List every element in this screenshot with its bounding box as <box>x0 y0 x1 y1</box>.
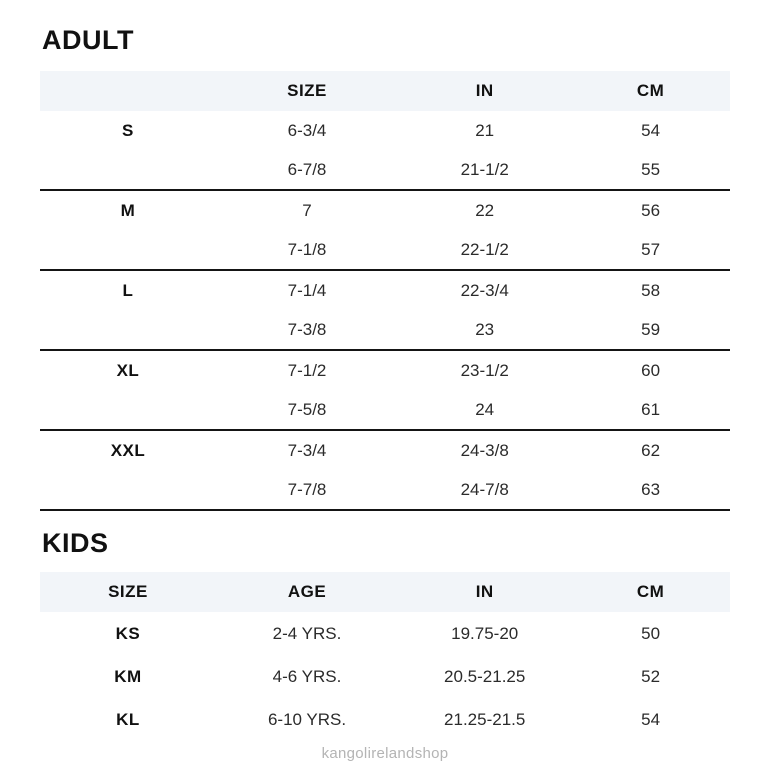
hat-size-cell: 7 <box>302 200 312 220</box>
table-row <box>40 470 730 509</box>
inches-cell: 19.75-20 <box>451 623 519 643</box>
hat-size-cell: 7-5/8 <box>287 399 327 419</box>
cm-cell: 63 <box>641 479 661 499</box>
age-cell: 6-10 YRS. <box>267 709 347 729</box>
hat-size-cell: 7-1/4 <box>287 280 327 300</box>
age-cell: 4-6 YRS. <box>272 666 342 686</box>
cm-cell: 50 <box>641 623 661 643</box>
inches-cell: 20.5-21.25 <box>444 666 526 686</box>
inches-cell: 24 <box>475 399 495 419</box>
kids-section-title: KIDS <box>42 528 109 558</box>
size-label-cell: KL <box>116 709 140 729</box>
cm-cell: 62 <box>641 440 661 460</box>
hat-size-cell: 7-1/2 <box>287 360 327 380</box>
cm-cell: 55 <box>641 159 661 179</box>
adult-size-table <box>40 71 730 511</box>
hat-size-cell: 7-1/8 <box>287 239 327 259</box>
inches-cell: 21 <box>475 120 495 140</box>
adult-group-m <box>40 191 730 271</box>
inches-cell: 23-1/2 <box>460 360 509 380</box>
cm-cell: 54 <box>641 709 661 729</box>
inches-cell: 22 <box>475 200 495 220</box>
table-row <box>40 351 730 390</box>
adult-header-in: IN <box>475 81 494 100</box>
adult-group-xxl <box>40 431 730 511</box>
table-row <box>40 271 730 310</box>
table-row <box>40 655 730 698</box>
cm-cell: 54 <box>641 120 661 140</box>
hat-size-cell: 6-7/8 <box>287 159 327 179</box>
adult-table-header-row <box>40 71 730 111</box>
hat-size-cell: 7-3/4 <box>287 440 327 460</box>
kids-header-in: IN <box>475 582 494 601</box>
table-row <box>40 230 730 269</box>
inches-cell: 24-7/8 <box>460 479 509 499</box>
table-row <box>40 431 730 470</box>
cm-cell: 60 <box>641 360 661 380</box>
watermark-text: kangolirelandshop <box>321 745 449 762</box>
size-label-cell: M <box>120 200 136 220</box>
size-label-cell: L <box>122 280 134 300</box>
hat-size-cell: 6-3/4 <box>287 120 327 140</box>
adult-header-cm: CM <box>636 81 665 100</box>
inches-cell: 21.25-21.5 <box>444 709 526 729</box>
size-label-cell: S <box>122 120 134 140</box>
size-label-cell: XXL <box>110 440 146 460</box>
table-row <box>40 390 730 429</box>
kids-size-table <box>40 572 730 741</box>
adult-section-title: ADULT <box>42 25 134 55</box>
table-row <box>40 612 730 655</box>
cm-cell: 57 <box>641 239 661 259</box>
size-label-cell: KM <box>114 666 142 686</box>
hat-size-cell: 7-7/8 <box>287 479 327 499</box>
cm-cell: 52 <box>641 666 661 686</box>
table-row <box>40 111 730 150</box>
inches-cell: 24-3/8 <box>460 440 509 460</box>
cm-cell: 61 <box>641 399 661 419</box>
cm-cell: 56 <box>641 200 661 220</box>
size-label-cell: XL <box>116 360 140 380</box>
adult-group-s <box>40 111 730 191</box>
adult-group-xl <box>40 351 730 431</box>
cm-cell: 58 <box>641 280 661 300</box>
kids-header-age: AGE <box>287 582 327 601</box>
adult-group-l <box>40 271 730 351</box>
inches-cell: 22-1/2 <box>460 239 509 259</box>
hat-size-cell: 7-3/8 <box>287 319 327 339</box>
table-row <box>40 698 730 741</box>
table-row <box>40 150 730 189</box>
kids-table-header-row <box>40 572 730 612</box>
cm-cell: 59 <box>641 319 661 339</box>
inches-cell: 22-3/4 <box>460 280 509 300</box>
table-row <box>40 310 730 349</box>
table-row <box>40 191 730 230</box>
size-label-cell: KS <box>115 623 141 643</box>
inches-cell: 21-1/2 <box>460 159 509 179</box>
age-cell: 2-4 YRS. <box>272 623 342 643</box>
inches-cell: 23 <box>475 319 495 339</box>
adult-header-size: SIZE <box>287 81 327 100</box>
kids-header-cm: CM <box>636 582 665 601</box>
kids-header-size: SIZE <box>108 582 148 601</box>
